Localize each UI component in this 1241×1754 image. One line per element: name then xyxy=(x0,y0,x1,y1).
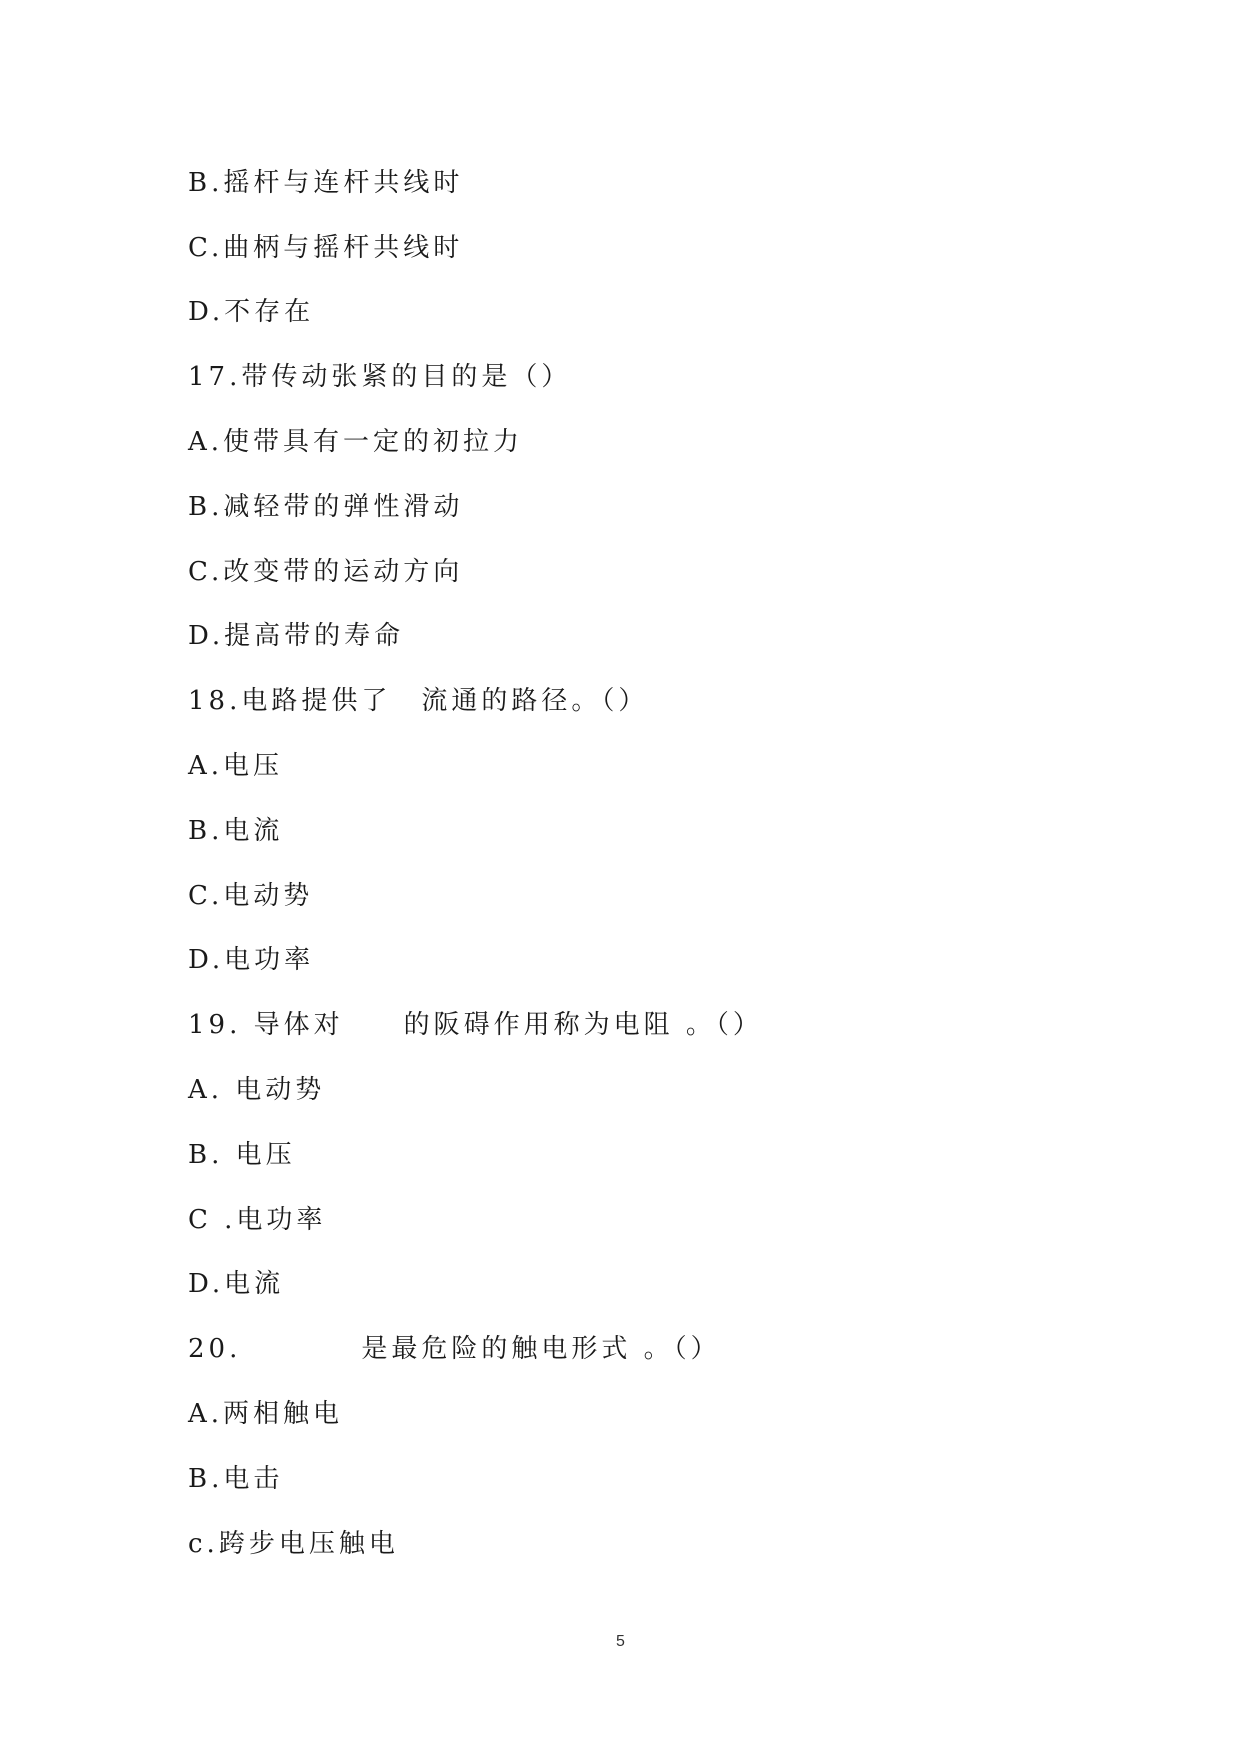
option-text: C.曲柄与摇杆共线时 xyxy=(188,233,464,263)
option-text: c.跨步电压触电 xyxy=(188,1529,399,1559)
question-20: 20. 是最危险的触电形式 。（） xyxy=(188,1334,721,1364)
option-text: D.电流 xyxy=(188,1269,285,1299)
option-text: C.改变带的运动方向 xyxy=(188,557,464,587)
option-text: B.减轻带的弹性滑动 xyxy=(188,492,464,522)
option-text: C .电功率 xyxy=(188,1205,327,1235)
option-text: D.电功率 xyxy=(188,945,315,975)
option-text: A.使带具有一定的初拉力 xyxy=(188,427,524,457)
question-18: 18.电路提供了 流通的路径。（） xyxy=(188,686,649,716)
option-text: D.不存在 xyxy=(188,297,315,327)
option-text: B.摇杆与连杆共线时 xyxy=(188,168,464,198)
option-text: A.两相触电 xyxy=(188,1399,344,1429)
option-text: D.提高带的寿命 xyxy=(188,621,405,651)
option-text: C.电动势 xyxy=(188,881,314,911)
option-text: B. 电压 xyxy=(188,1140,296,1170)
question-17: 17.带传动张紧的目的是（） xyxy=(188,362,572,392)
page-number: 5 xyxy=(616,1633,625,1650)
option-text: A. 电动势 xyxy=(188,1075,326,1105)
option-text: A.电压 xyxy=(188,751,284,781)
question-19: 19. 导体对 的阪碍作用称为电阻 。（） xyxy=(188,1010,763,1040)
option-text: B.电流 xyxy=(188,816,284,846)
option-text: B.电击 xyxy=(188,1464,284,1494)
